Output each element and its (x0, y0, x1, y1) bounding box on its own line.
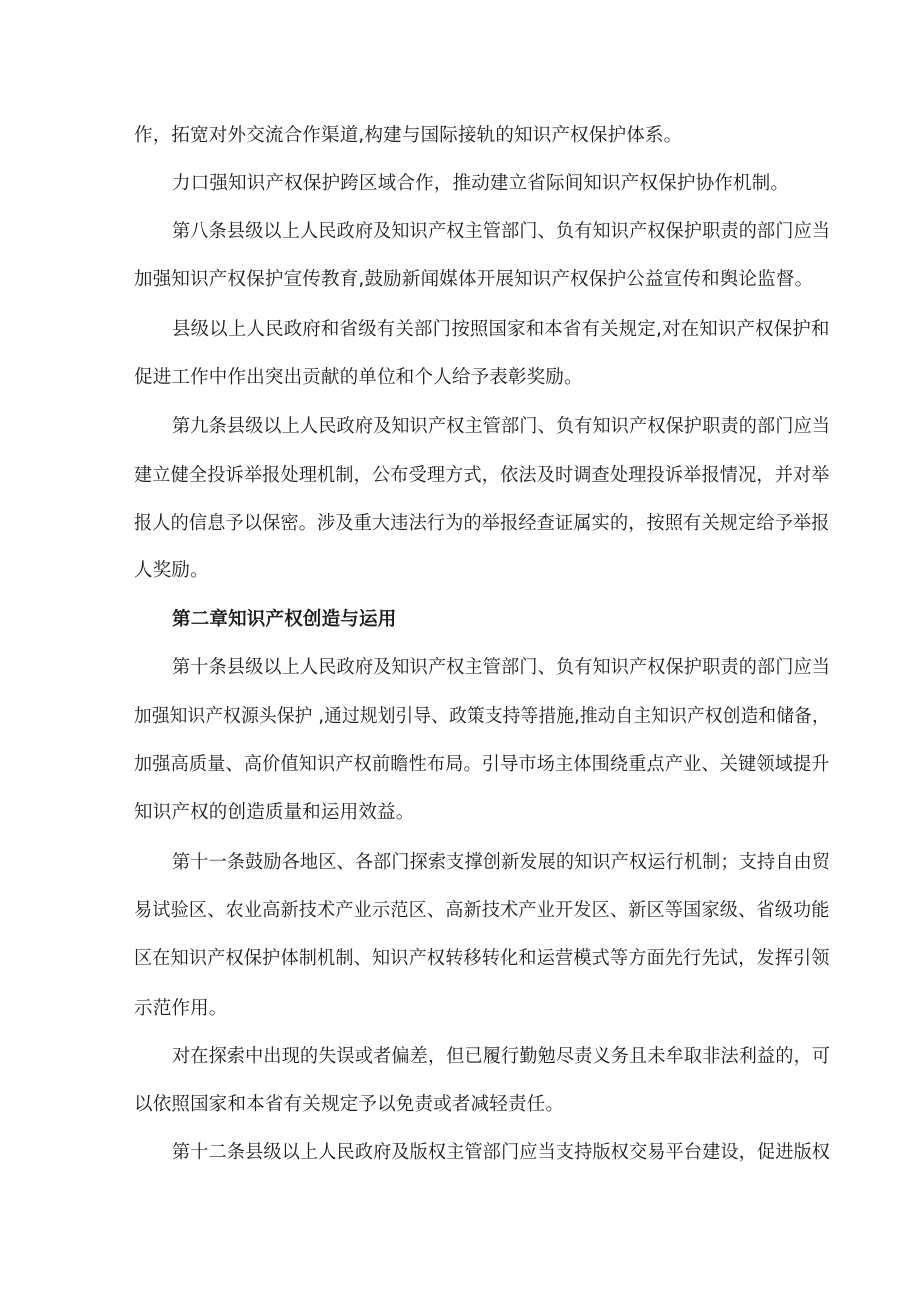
text-line-4: 加强知识产权保护宣传教育,鼓励新闻媒体开展知识产权保护公益宣传和舆论监督。 (134, 269, 814, 290)
text-line-12: 第十条县级以上人民政府及知识产权主管部门、负有知识产权保护职责的部门应当 (172, 657, 831, 678)
text-line-7: 第九条县级以上人民政府及知识产权主管部门、负有知识产权保护职责的部门应当 (172, 416, 831, 437)
text-line-18: 区在知识产权保护体制机制、知识产权转移转化和运营模式等方面先行先试，发挥引领 (134, 948, 830, 969)
text-line-2: 力口强知识产权保护跨区域合作，推动建立省际间知识产权保护协作机制。 (172, 173, 790, 194)
text-line-13: 加强知识产权源头保护 ,通过规划引导、政策支持等措施,推动自主知识产权创造和储备， (134, 706, 830, 727)
text-line-6: 促进工作中作出突出贡献的单位和个人给予表彰奖励。 (134, 367, 583, 388)
text-line-1: 作，拓宽对外交流合作渠道,构建与国际接轨的知识产权保护体系。 (134, 125, 683, 146)
text-line-17: 易试验区、农业高新技术产业示范区、高新技术产业开发区、新区等国家级、省级功能 (134, 900, 830, 921)
text-line-14: 加强高质量、高价值知识产权前瞻性布局。引导市场主体围绕重点产业、关键领域提升 (134, 754, 830, 775)
text-line-22: 第十二条县级以上人民政府及版权主管部门应当支持版权交易平台建设，促进版权 (172, 1142, 831, 1163)
text-line-10: 人奖励。 (134, 560, 209, 581)
text-line-16: 第十一条鼓励各地区、各部门探索支撑创新发展的知识产权运行机制；支持自由贸 (172, 852, 831, 873)
text-line-21: 以依照国家和本省有关规定予以免责或者减轻责任。 (134, 1094, 565, 1115)
text-line-8: 建立健全投诉举报处理机制，公布受理方式，依法及时调查处理投诉举报情况，并对举 (134, 465, 830, 486)
chapter-heading: 第二章知识产权创造与运用 (172, 609, 397, 630)
text-line-9: 报人的信息予以保密。涉及重大违法行为的举报经查证属实的，按照有关规定给予举报 (134, 513, 830, 534)
text-line-19: 示范作用。 (134, 998, 228, 1019)
text-line-5: 县级以上人民政府和省级有关部门按照国家和本省有关规定,对在知识产权保护和 (172, 319, 830, 340)
text-line-3: 第八条县级以上人民政府及知识产权主管部门、负有知识产权保护职责的部门应当 (172, 221, 831, 242)
text-line-15: 知识产权的创造质量和运用效益。 (134, 802, 415, 823)
text-line-20: 对在探索中出现的失误或者偏差，但已履行勤勉尽责义务且未牟取非法利益的，可 (172, 1046, 831, 1067)
